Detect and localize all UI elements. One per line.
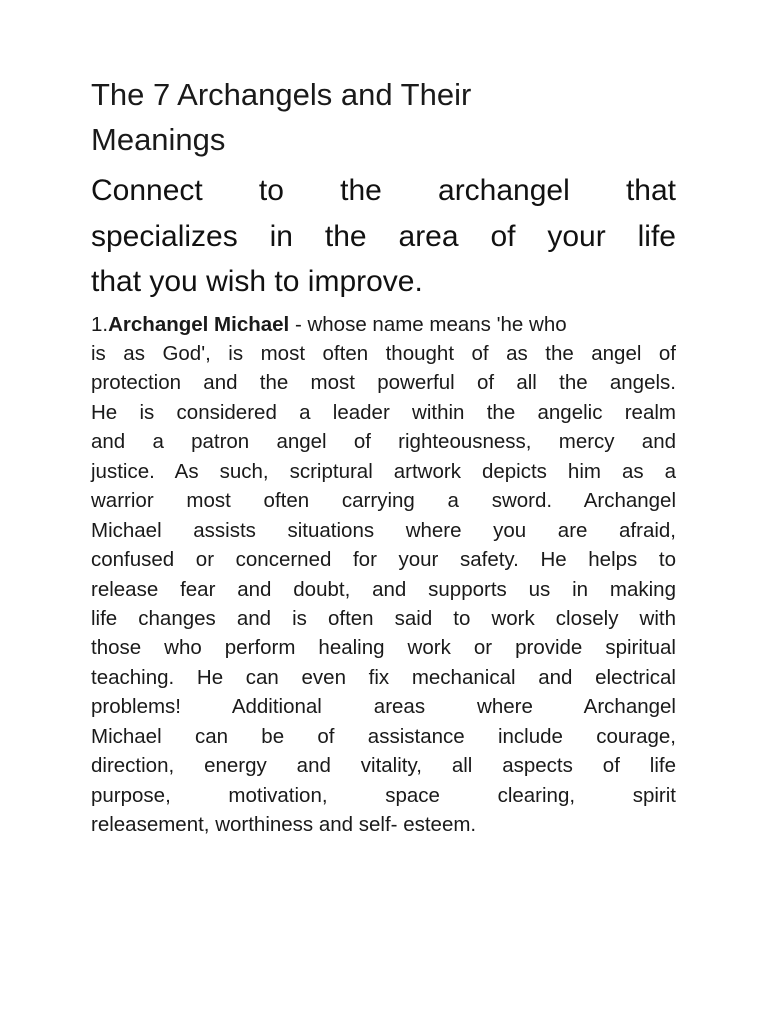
body-line: Michael can be of assistance include courage, <box>91 725 676 748</box>
body-line: Michael assists situations where you are afraid, <box>91 519 676 542</box>
body-line: direction, energy and vitality, all aspects of life <box>91 754 676 777</box>
body-line: protection and the most powerful of all the angels. <box>91 371 676 394</box>
body-line: releasement, worthiness and self- esteem. <box>91 813 477 836</box>
item-1-first-line <box>91 312 676 338</box>
body-line: justice. As such, scriptural artwork depicts him as a <box>91 460 676 483</box>
subtitle-line-3: that you wish to improve. <box>91 265 423 298</box>
list-number: 1. <box>91 313 109 336</box>
body-line: He is considered a leader within the angelic realm <box>91 401 676 424</box>
subtitle-line-1: Connect to the archangel that <box>91 174 676 207</box>
body-line: confused or concerned for your safety. He helps to <box>91 548 676 571</box>
body-line: teaching. He can even fix mechanical and electrical <box>91 666 676 689</box>
body-line: and a patron angel of righteousness, mercy and <box>91 430 676 453</box>
body-line: life changes and is often said to work closely with <box>91 607 676 630</box>
body-line: warrior most often carrying a sword. Archangel <box>91 489 676 512</box>
document-title-line-2: Meanings <box>91 122 226 157</box>
body-line: purpose, motivation, space clearing, spirit <box>91 784 676 807</box>
document-title-line-1: The 7 Archangels and Their <box>91 77 472 112</box>
subtitle-line-2: specializes in the area of your life <box>91 220 676 253</box>
body-line: those who perform healing work or provide spiritual <box>91 636 676 659</box>
item-1-first-line-text: - whose name means 'he who <box>289 313 567 336</box>
body-line: release fear and doubt, and supports us in making <box>91 578 676 601</box>
body-line: problems! Additional areas where Archangel <box>91 695 676 718</box>
archangel-name: Archangel Michael <box>108 313 290 336</box>
body-line: is as God', is most often thought of as the angel of <box>91 342 676 365</box>
